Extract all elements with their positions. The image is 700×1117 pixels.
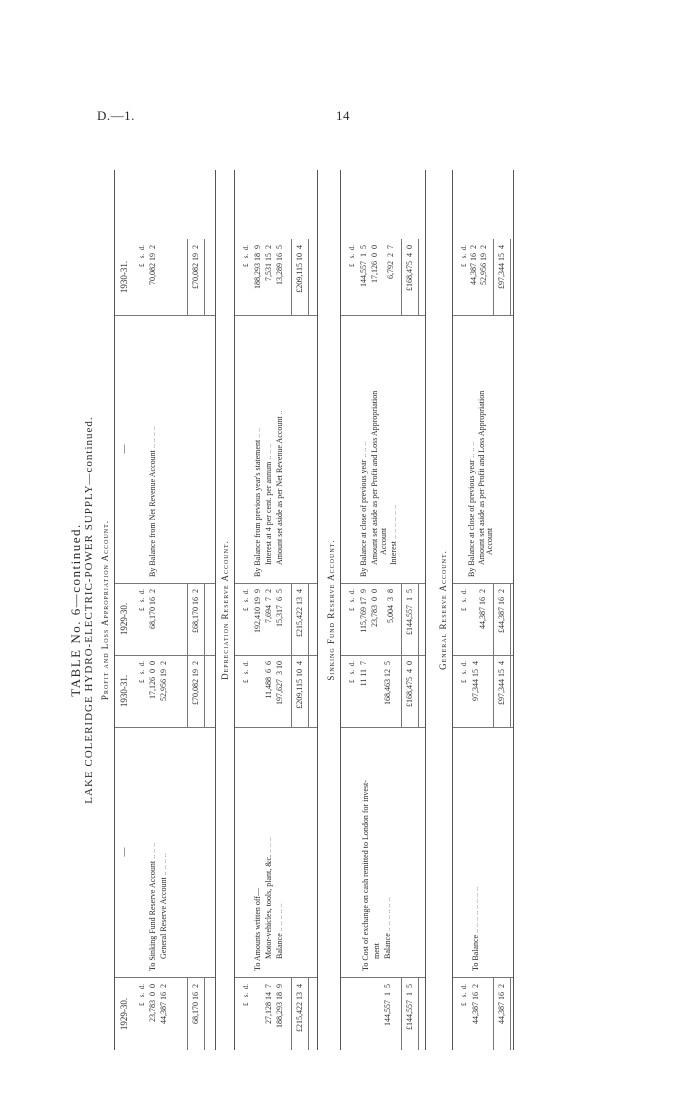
pl-debit-item: To bbox=[148, 962, 157, 971]
pl-credit-item: By Balance from Net Revenue Account bbox=[148, 450, 157, 577]
amount: 188,293 18 9 bbox=[275, 984, 284, 1028]
gr-credit-1930-col bbox=[453, 239, 513, 316]
units-header: £ s. d. bbox=[348, 661, 356, 683]
total-row bbox=[493, 239, 511, 315]
dep-credit-item: By Balance from previous year's statement bbox=[253, 439, 262, 577]
units-header: £ s. d. bbox=[242, 245, 250, 267]
amount: 168,463 12 5 bbox=[383, 661, 392, 705]
general-reserve-section bbox=[452, 170, 514, 1050]
total-row bbox=[401, 655, 419, 727]
total-amount: £44,387 16 2 bbox=[497, 589, 506, 633]
amount: 5,004 3 8 bbox=[386, 589, 395, 623]
sf-credit-1930-col bbox=[341, 239, 425, 316]
total-row bbox=[187, 583, 205, 655]
pl-credit-1929-col bbox=[115, 583, 215, 656]
amount: 70,082 19 2 bbox=[148, 245, 157, 285]
amount: 192,410 19 9 bbox=[253, 589, 262, 633]
amount: 144,557 1 5 bbox=[383, 984, 392, 1026]
gr-credit-item: Account bbox=[485, 527, 494, 555]
amount: 144,557 1 5 bbox=[359, 245, 368, 287]
total-row bbox=[187, 655, 205, 727]
dep-debit-1930-col bbox=[235, 655, 317, 728]
section-heading-general-reserve: General Reserve Account. bbox=[438, 550, 448, 670]
section-heading-depreciation: Depreciation Reserve Account. bbox=[220, 540, 230, 680]
dep-credit-desc-col: By Balance from previous year's statement .. .. Interest at 4 per cent. per annum .. .. .. Amount set aside as per Net Revenue Account .. bbox=[235, 315, 317, 584]
amount: 44,387 16 2 bbox=[471, 984, 480, 1024]
sf-credit-item: Interest bbox=[389, 541, 398, 565]
amount: 11,488 6 6 bbox=[264, 661, 273, 699]
table-subtitle: LAKE COLERIDGE HYDRO-ELECTRIC-POWER SUPPLY—continued. bbox=[83, 416, 95, 804]
units-header: £ s. d. bbox=[460, 661, 468, 683]
pl-credit-desc-col: — By Balance from Net Revenue Account .. .. .. .. bbox=[115, 315, 215, 584]
table-title: TABLE No. 6—continued. bbox=[68, 523, 83, 697]
units-header: £ s. d. bbox=[460, 245, 468, 267]
gr-credit-item: By Balance at close of previous year bbox=[467, 459, 476, 577]
total-amount: £68,170 16 2 bbox=[191, 589, 200, 633]
units-header: £ s. d. bbox=[138, 984, 146, 1006]
amount: 6,792 2 7 bbox=[386, 245, 395, 279]
sf-credit-item: Account bbox=[379, 527, 388, 555]
total-row bbox=[187, 239, 205, 315]
page-reference: D.—1. bbox=[97, 108, 135, 123]
gr-debit-item: To Balance bbox=[471, 934, 480, 971]
dep-credit-item: Amount set aside as per Net Revenue Account bbox=[275, 416, 284, 565]
sf-credit-item: By Balance at close of previous year bbox=[359, 459, 368, 577]
pl-debit-1930-col bbox=[115, 655, 215, 728]
section-heading-profit-loss: Profit and Loss Appropriation Account. bbox=[100, 519, 110, 701]
total-row bbox=[291, 239, 309, 315]
total-amount: £70,082 19 2 bbox=[191, 245, 200, 289]
total-amount: £97,344 15 4 bbox=[497, 661, 506, 705]
year-header: 1929-30. bbox=[119, 602, 129, 636]
total-amount: 68,170 16 2 bbox=[191, 984, 200, 1024]
dep-credit-1929-col bbox=[235, 583, 317, 656]
total-amount: £168,475 4 0 bbox=[405, 245, 414, 291]
gr-debit-1929-col bbox=[453, 978, 513, 1050]
gr-credit-desc-col: By Balance at close of previous year .. .. .. Amount set aside as per Profit and Loss Appropriation Account bbox=[453, 315, 513, 584]
total-amount: £215,422 13 4 bbox=[295, 589, 304, 637]
total-amount: £168,475 4 0 bbox=[405, 661, 414, 707]
dash-header: — bbox=[119, 444, 129, 454]
total-row bbox=[493, 978, 511, 1050]
rotated-table bbox=[64, 170, 514, 1050]
amount: 52,956 19 2 bbox=[159, 661, 168, 701]
profit-loss-section bbox=[114, 170, 216, 1050]
total-row bbox=[187, 978, 205, 1050]
total-row bbox=[401, 583, 419, 655]
amount: 23,783 0 0 bbox=[370, 589, 379, 627]
pl-debit-item: Sinking Fund Reserve Account bbox=[148, 860, 157, 961]
total-amount: £70,082 19 2 bbox=[191, 661, 200, 705]
units-header: £ s. d. bbox=[348, 589, 356, 611]
gr-credit-item: Amount set aside as per Profit and Loss Appropriation bbox=[477, 390, 486, 565]
amount: 68,170 16 2 bbox=[148, 589, 157, 629]
units-header: £ s. d. bbox=[138, 245, 146, 267]
amount: 44,387 16 2 bbox=[469, 245, 478, 285]
dep-debit-item: Balance bbox=[275, 933, 284, 959]
units-header: £ s. d. bbox=[460, 589, 468, 611]
dep-debit-item: To Amounts written off— bbox=[253, 887, 262, 971]
sf-debit-item: Balance bbox=[383, 933, 392, 959]
pl-debit-item: General Reserve Account bbox=[159, 877, 168, 959]
section-heading-sinking-fund: Sinking Fund Reserve Account. bbox=[326, 539, 336, 681]
amount: 7,694 7 2 bbox=[264, 589, 273, 623]
amount: 17,126 0 0 bbox=[370, 245, 379, 283]
total-amount: £209,115 10 4 bbox=[295, 661, 304, 709]
dep-credit-item: Interest at 4 per cent. per annum bbox=[264, 461, 273, 565]
units-header: £ s. d. bbox=[242, 984, 250, 1006]
total-row bbox=[291, 978, 309, 1050]
amount: 44,387 16 2 bbox=[159, 984, 168, 1024]
year-header: 1929-30. bbox=[119, 997, 129, 1031]
sf-credit-1929-col bbox=[341, 583, 425, 656]
units-header: £ s. d. bbox=[138, 661, 146, 683]
total-amount: £215,422 13 4 bbox=[295, 984, 304, 1032]
amount: 97,344 15 4 bbox=[471, 661, 480, 701]
amount: 15,317 6 5 bbox=[275, 589, 284, 627]
total-row bbox=[291, 583, 309, 655]
dep-debit-desc-col: To Amounts written off— Motor-vehicles, tools, plant, &c. .. .. .. Balance .. .. .. .. .. bbox=[235, 727, 317, 978]
amount: 27,128 14 7 bbox=[264, 984, 273, 1024]
units-header: £ s. d. bbox=[348, 245, 356, 267]
sf-credit-item: Amount set aside as per Profit and Loss Appropriation bbox=[370, 390, 379, 565]
amount: 7,531 15 2 bbox=[264, 245, 273, 281]
amount: 52,956 19 2 bbox=[479, 245, 488, 285]
total-row bbox=[493, 583, 511, 655]
amount: 13,289 16 5 bbox=[275, 245, 284, 285]
total-amount: £209,115 10 4 bbox=[295, 245, 304, 293]
gr-debit-desc-col: To Balance .. .. .. .. .. .. .. .. bbox=[453, 727, 513, 978]
dep-debit-item: Motor-vehicles, tools, plant, &c. bbox=[264, 854, 273, 959]
sf-debit-desc-col: To Cost of exchange on cash remitted to London for invest- ment Balance .. .. .. .. .. .. bbox=[341, 727, 425, 978]
total-row bbox=[401, 978, 419, 1050]
gr-credit-1929-col bbox=[453, 583, 513, 656]
sf-debit-1929-col bbox=[341, 978, 425, 1050]
amount: 17,126 0 0 bbox=[148, 661, 157, 699]
year-header: 1930-31. bbox=[119, 260, 129, 294]
total-amount: £144,557 1 5 bbox=[405, 984, 414, 1030]
sf-debit-item: ment bbox=[372, 943, 381, 959]
total-row bbox=[401, 239, 419, 315]
amount: 197,627 3 10 bbox=[275, 661, 284, 705]
units-header: £ s. d. bbox=[242, 661, 250, 683]
total-amount: £144,557 1 5 bbox=[405, 589, 414, 635]
sf-credit-desc-col: By Balance at close of previous year .. .. .. Amount set aside as per Profit and Loss Appropriation Account Interest .. .. .. .. .. .. bbox=[341, 315, 425, 584]
sf-debit-item: To Cost of exchange on cash remitted to London for invest- bbox=[361, 780, 370, 971]
amount: 44,387 16 2 bbox=[478, 589, 487, 629]
gr-debit-1930-col bbox=[453, 655, 513, 728]
dep-credit-1930-col bbox=[235, 239, 317, 316]
amount: 115,769 17 9 bbox=[359, 589, 368, 633]
page-number: 14 bbox=[336, 108, 350, 123]
pl-credit-1930-col bbox=[115, 239, 215, 316]
amount: 11 11 7 bbox=[359, 661, 368, 687]
units-header: £ s. d. bbox=[138, 589, 146, 611]
sf-debit-1930-col bbox=[341, 655, 425, 728]
amount: 23,783 0 0 bbox=[148, 984, 157, 1022]
year-header: 1930-31. bbox=[119, 674, 129, 708]
pl-debit-desc-col: — To Sinking Fund Reserve Account .. .. .. General Reserve Account .. .. .. .. bbox=[115, 727, 215, 978]
dash-header: — bbox=[119, 847, 129, 857]
total-row bbox=[291, 655, 309, 727]
total-amount: 44,387 16 2 bbox=[497, 984, 506, 1024]
pl-debit-1929-col bbox=[115, 978, 215, 1050]
total-amount: £97,344 15 4 bbox=[497, 245, 506, 289]
sinking-fund-section bbox=[340, 170, 426, 1050]
depreciation-section bbox=[234, 170, 318, 1050]
units-header: £ s. d. bbox=[242, 589, 250, 611]
total-row bbox=[493, 655, 511, 727]
amount: 188,293 18 9 bbox=[253, 245, 262, 289]
dep-debit-1929-col bbox=[235, 978, 317, 1050]
units-header: £ s. d. bbox=[460, 984, 468, 1006]
